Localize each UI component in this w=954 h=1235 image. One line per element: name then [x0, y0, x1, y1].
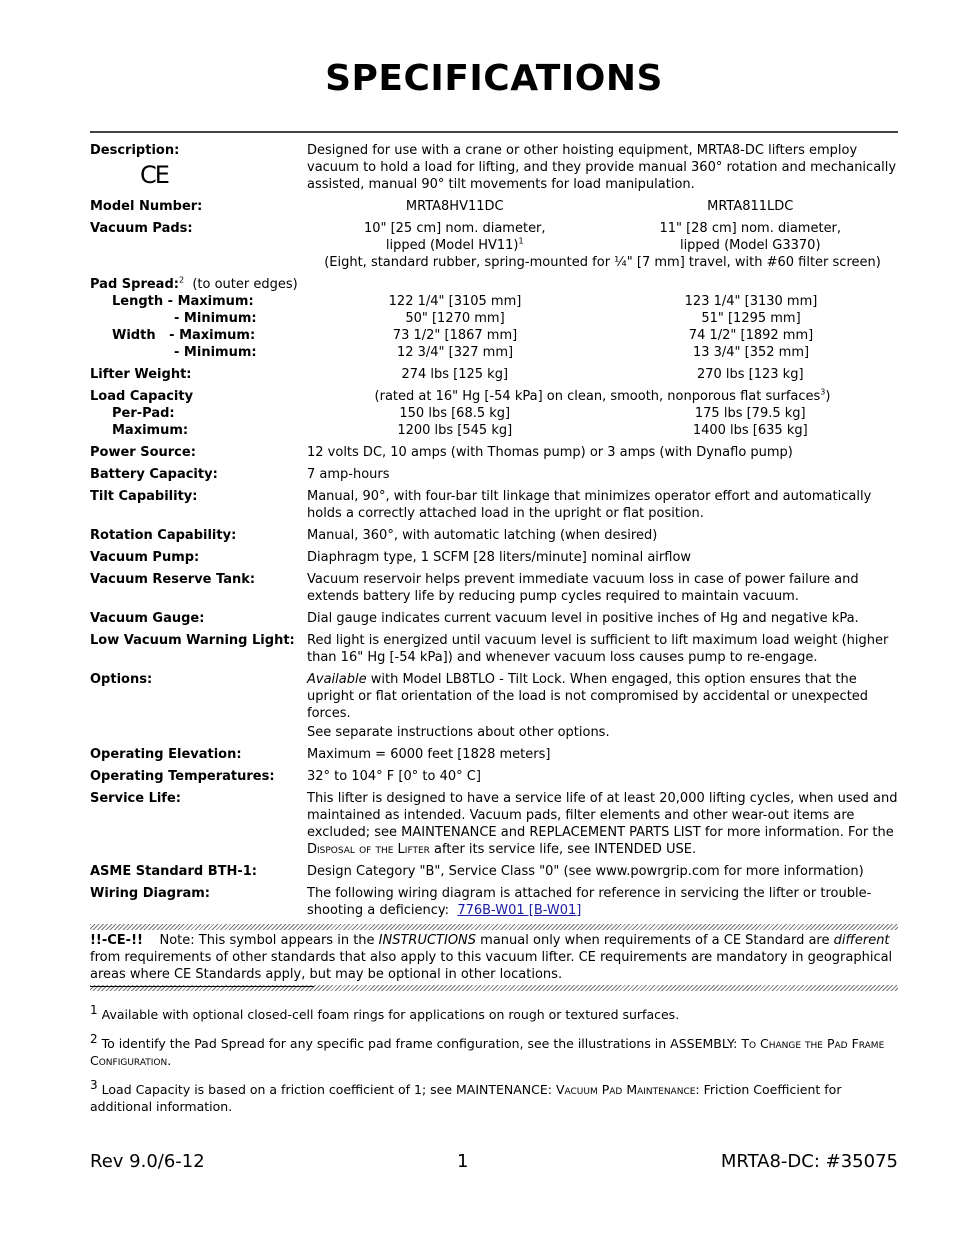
spec-row-service-life: Service Life: This lifter is designed to have a service life of at least 20,000 lifting cycles, when used and maintained as intended. Vacuum pads, filter elements and other wear-out items are excluded; see MAINTENANCE and REPLACEMENT PARTS LIST for more information. For the Disposal of the Lifter after its service life, see INTENDED USE.: [90, 791, 898, 857]
ce-note: !!-CE-!! Note: This symbol appears in the INSTRUCTIONS manual only when requirements of a CE Standard are different from requirements of other standards that also apply to this vacuum lifter. CE requirements are mandatory in geographical areas where CE Standards apply, but may be optional in other locations.: [90, 933, 893, 982]
spec-label: Description:: [90, 143, 180, 158]
title-divider: [90, 131, 898, 133]
spec-label: Lifter Weight:: [90, 367, 192, 382]
spec-row-wiring-diagram: Wiring Diagram: The following wiring diagram is attached for reference in servicing the lifter or trouble-shooting a deficiency: 776B-W01 [B-W01]: [90, 886, 872, 918]
spec-row-load-capacity: Load Capacity Per-Pad: Maximum: (rated at 16" Hg [-54 kPa] on clean, smooth, nonporous flat surfaces$^3$) 150 lbs [68.5 kg] 175 lbs [79.5 kg] 1200 lbs [545 kg] 1400 lbs [635 kg]: [90, 388, 898, 439]
spec-label: Pad Spread:: [90, 277, 179, 292]
spec-value: Designed for use with a crane or other hoisting equipment, MRTA8-DC lifters employ vacuum to hold a load for lifting, and they provide manual 360° rotation and mechanically assisted, manual 90° tilt movements for load manipulation.: [307, 143, 897, 192]
spec-row-lifter-weight: Lifter Weight: 274 lbs [125 kg] 270 lbs [123 kg]: [90, 367, 804, 382]
footer-revision: Rev 9.0/6-12: [90, 1151, 205, 1172]
spec-label: Vacuum Pads:: [90, 221, 193, 236]
spec-row-vacuum-pump: Vacuum Pump: Diaphragm type, 1 SCFM [28 liters/minute] nominal airflow: [90, 550, 692, 565]
spec-row-operating-temperatures: Operating Temperatures: 32° to 104° F [0° to 40° C]: [90, 769, 481, 784]
footnote-ref: 1: [518, 236, 524, 246]
ce-note-tag: !!-CE-!!: [90, 933, 143, 948]
spec-row-battery-capacity: Battery Capacity: 7 amp-hours: [90, 467, 390, 482]
pad-spread-row: Width - Maximum: 73 1/2" [1867 mm] 74 1/2" [1892 mm]: [112, 328, 814, 343]
footer-document-id: MRTA8-DC: #35075: [720, 1151, 898, 1172]
spec-label: Load Capacity: [90, 389, 194, 404]
pad-spread-row: - Minimum: 12 3/4" [327 mm] 13 3/4" [352 mm]: [174, 345, 810, 360]
footnote-ref: 2: [178, 275, 185, 285]
model-col-2: MRTA811LDC: [707, 199, 794, 214]
footnote-1: 1 Available with optional closed-cell foam rings for applications on rough or textured surfaces.: [90, 1003, 680, 1023]
pad-spread-row: - Minimum: 50" [1270 mm] 51" [1295 mm]: [174, 311, 801, 326]
pad-note: (Eight, standard rubber, spring-mounted for ¼" [7 mm] travel, with #60 filter screen): [324, 255, 881, 270]
footnote-rule: [90, 986, 314, 987]
spec-row-vacuum-pads: [90, 220, 898, 271]
spec-row-model-number: [90, 198, 898, 215]
spec-row-vacuum-reserve-tank: Vacuum Reserve Tank: Vacuum reservoir helps prevent immediate vacuum loss in case of power failure and extends battery life by reducing pump cycles required to maintain vacuum.: [90, 572, 859, 604]
pad-col-1-line-2: lipped (Model HV11): [385, 238, 519, 253]
load-capacity-note: (rated at 16" Hg [-54 kPa] on clean, smooth, nonporous flat surfaces$^3$): [374, 387, 831, 404]
footnote-2: 2 To identify the Pad Spread for any specific pad frame configuration, see the illustrations in ASSEMBLY: To Change the Pad Frame Configuration.: [90, 1032, 885, 1069]
spec-label: Model Number:: [90, 199, 203, 214]
page-title: SPECIFICATIONS: [325, 58, 663, 99]
footer-page-number: 1: [457, 1151, 469, 1172]
spec-row-tilt-capability: Tilt Capability: Manual, 90°, with four-bar tilt linkage that minimizes operator effort and automatically holds a correctly attached load in the upright or flat position.: [90, 489, 872, 521]
page-footer: [90, 1151, 898, 1172]
pad-col-1-line-1: 10" [25 cm] nom. diameter,: [363, 221, 546, 236]
model-col-1: MRTA8HV11DC: [405, 199, 504, 214]
footnote-3: 3 Load Capacity is based on a friction coefficient of 1; see MAINTENANCE: Vacuum Pad Maintenance: Friction Coefficient for additional information.: [90, 1078, 842, 1115]
pad-col-2-line-1: 11" [28 cm] nom. diameter,: [659, 221, 842, 236]
spec-row-vacuum-gauge: Vacuum Gauge: Dial gauge indicates current vacuum level in positive inches of Hg and negative kPa.: [90, 611, 859, 626]
spec-table: [90, 142, 898, 993]
spec-row-low-vacuum-light: Low Vacuum Warning Light: Red light is energized until vacuum level is sufficient to lift maximum load weight (higher than 16" Hg [-54 kPa]) and whenever vacuum loss causes pump to re-engage.: [90, 633, 889, 665]
wiring-diagram-link[interactable]: 776B-W01 [B-W01]: [457, 903, 582, 918]
ce-mark-logo: CE: [140, 161, 168, 189]
spec-row-operating-elevation: Operating Elevation: Maximum = 6000 feet [1828 meters]: [90, 747, 551, 762]
spec-row-rotation-capability: Rotation Capability: Manual, 360°, with automatic latching (when desired): [90, 528, 658, 543]
spec-row-pad-spread: [90, 276, 898, 361]
hatched-divider: [90, 924, 898, 930]
spec-row-power-source: Power Source: 12 volts DC, 10 amps (with Thomas pump) or 3 amps (with Dynaflo pump): [90, 445, 793, 460]
pad-spread-row: Length - Maximum: 122 1/4" [3105 mm] 123 1/4" [3130 mm]: [112, 294, 818, 309]
spec-row-asme: ASME Standard BTH-1: Design Category "B", Service Class "0" (see www.powrgrip.com for more information): [90, 864, 864, 879]
pad-col-2-line-2: lipped (Model G3370): [679, 238, 821, 253]
spec-row-description: [90, 142, 898, 193]
spec-row-options: Options: Available with Model LB8TLO - Tilt Lock. When engaged, this option ensures that the upright or flat orientation of the load is not compromised by accidental or unexpected forces. See separate instructions about other options.: [90, 672, 869, 740]
pad-spread-suffix: (to outer edges): [192, 277, 298, 292]
